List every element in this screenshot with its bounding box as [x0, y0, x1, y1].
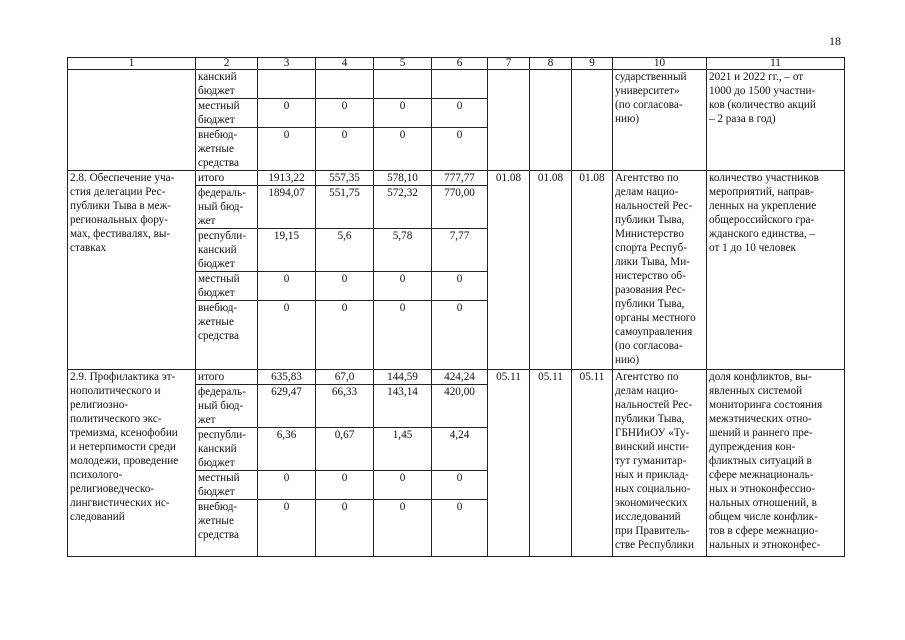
amount-cell: 0: [258, 272, 316, 301]
amount-cell: 0: [258, 128, 316, 171]
date-cell: 01.08: [572, 171, 613, 370]
table-row: [68, 370, 845, 385]
funding-source-cell: местный бюджет: [196, 272, 258, 301]
amount-cell: 0: [432, 301, 488, 370]
header-cell-8: 8: [530, 58, 572, 70]
amount-cell: 572,32: [374, 186, 432, 229]
executor-cell: сударственный университет» (по согласова- нию): [613, 70, 707, 171]
amount-cell: 0,67: [316, 428, 374, 471]
funding-source-cell: федераль- ный бюд- жет: [196, 385, 258, 428]
funding-source-cell: внебюд- жетные средства: [196, 301, 258, 370]
amount-cell: [316, 70, 374, 99]
amount-cell: 0: [374, 471, 432, 500]
date-cell: 05.11: [572, 370, 613, 557]
amount-cell: 67,0: [316, 370, 374, 385]
table-row: [68, 171, 845, 186]
amount-cell: 0: [432, 272, 488, 301]
amount-cell: 1,45: [374, 428, 432, 471]
header-cell-11: 11: [707, 58, 845, 70]
funding-source-cell: канский бюджет: [196, 70, 258, 99]
amount-cell: 0: [432, 128, 488, 171]
header-cell-2: 2: [196, 58, 258, 70]
measure-name-cell: 2.9. Профилактика эт- нополитического и религиозно- политического экс- тремизма, ксенофобии и нетерпимости среди молодежи, проведение психолого- религиоведческо- лингвистических ис- следований: [68, 370, 196, 557]
amount-cell: 6,36: [258, 428, 316, 471]
amount-cell: 0: [316, 272, 374, 301]
executor-cell: Агентство по делам нацио- нальностей Рес- публики Тыва, Министерство спорта Респуб- лики Тыва, Ми- нистерство об- разования Рес- публики Тыва, органы местного самоуправления (по согласова- нию): [613, 171, 707, 370]
amount-cell: 0: [258, 99, 316, 128]
funding-source-cell: местный бюджет: [196, 471, 258, 500]
executor-cell: Агентство по делам нацио- нальностей Рес- публики Тыва, ГБНИиОУ «Ту- винский инсти- тут гуманитар- ных и приклад- ных социально- экономических исследований при Правитель- стве Республики: [613, 370, 707, 557]
measure-name-cell: 2.8. Обеспечение уча- стия делегации Рес- публики Тыва в меж- региональных фору- мах, фестивалях, вы- ставках: [68, 171, 196, 370]
header-cell-7: 7: [488, 58, 530, 70]
amount-cell: 5,78: [374, 229, 432, 272]
date-cell: 01.08: [488, 171, 530, 370]
amount-cell: [374, 70, 432, 99]
carry-name-cell: [68, 70, 196, 171]
funding-source-cell: федераль- ный бюд- жет: [196, 186, 258, 229]
amount-cell: 635,83: [258, 370, 316, 385]
amount-cell: 777,77: [432, 171, 488, 186]
amount-cell: 143,14: [374, 385, 432, 428]
amount-cell: 0: [316, 128, 374, 171]
funding-source-cell: итого: [196, 171, 258, 186]
date-cell: [530, 70, 572, 171]
amount-cell: 551,75: [316, 186, 374, 229]
amount-cell: 0: [432, 500, 488, 557]
date-cell: [488, 70, 530, 171]
date-cell: [572, 70, 613, 171]
amount-cell: 0: [374, 301, 432, 370]
header-row: [68, 58, 845, 70]
amount-cell: 0: [432, 99, 488, 128]
program-table: [67, 57, 845, 557]
header-cell-1: 1: [68, 58, 196, 70]
date-cell: 05.11: [530, 370, 572, 557]
header-cell-4: 4: [316, 58, 374, 70]
amount-cell: 420,00: [432, 385, 488, 428]
amount-cell: 1894,07: [258, 186, 316, 229]
amount-cell: 424,24: [432, 370, 488, 385]
amount-cell: [432, 70, 488, 99]
amount-cell: 578,10: [374, 171, 432, 186]
amount-cell: 770,00: [432, 186, 488, 229]
table-row: [68, 70, 845, 99]
amount-cell: 0: [316, 500, 374, 557]
amount-cell: 0: [432, 471, 488, 500]
amount-cell: 0: [258, 500, 316, 557]
amount-cell: 5,6: [316, 229, 374, 272]
header-cell-10: 10: [613, 58, 707, 70]
funding-source-cell: республи- канский бюджет: [196, 229, 258, 272]
indicator-cell: доля конфликтов, вы- явленных системой мониторинга состояния межэтнических отно- шений и раннего пре- дупреждения кон- фликтных ситуаций в сфере межнациональ- ных и этноконфессио- нальных отношений, в общем числе конфлик- тов в сфере межнацио- нальных и этноконфес-: [707, 370, 845, 557]
amount-cell: 0: [316, 301, 374, 370]
funding-source-cell: итого: [196, 370, 258, 385]
amount-cell: 0: [316, 99, 374, 128]
funding-source-cell: местный бюджет: [196, 99, 258, 128]
amount-cell: 0: [374, 500, 432, 557]
funding-source-cell: внебюд- жетные средства: [196, 500, 258, 557]
amount-cell: 0: [374, 128, 432, 171]
amount-cell: 0: [258, 471, 316, 500]
header-cell-5: 5: [374, 58, 432, 70]
table-body: [68, 58, 845, 557]
amount-cell: 0: [316, 471, 374, 500]
indicator-cell: 2021 и 2022 гг., – от 1000 до 1500 участни- ков (количество акций – 2 раза в год): [707, 70, 845, 171]
amount-cell: 4,24: [432, 428, 488, 471]
date-cell: 01.08: [530, 171, 572, 370]
header-cell-3: 3: [258, 58, 316, 70]
amount-cell: 0: [374, 99, 432, 128]
amount-cell: 0: [258, 301, 316, 370]
amount-cell: 0: [374, 272, 432, 301]
amount-cell: 144,59: [374, 370, 432, 385]
date-cell: 05.11: [488, 370, 530, 557]
funding-source-cell: внебюд- жетные средства: [196, 128, 258, 171]
header-cell-6: 6: [432, 58, 488, 70]
header-cell-9: 9: [572, 58, 613, 70]
page-number: 18: [829, 34, 841, 48]
funding-source-cell: республи- канский бюджет: [196, 428, 258, 471]
amount-cell: 1913,22: [258, 171, 316, 186]
amount-cell: [258, 70, 316, 99]
amount-cell: 19,15: [258, 229, 316, 272]
amount-cell: 557,35: [316, 171, 374, 186]
amount-cell: 7,77: [432, 229, 488, 272]
indicator-cell: количество участников мероприятий, направ- ленных на укрепление общероссийского гра- жданского единства, – от 1 до 10 человек: [707, 171, 845, 370]
amount-cell: 629,47: [258, 385, 316, 428]
amount-cell: 66,33: [316, 385, 374, 428]
